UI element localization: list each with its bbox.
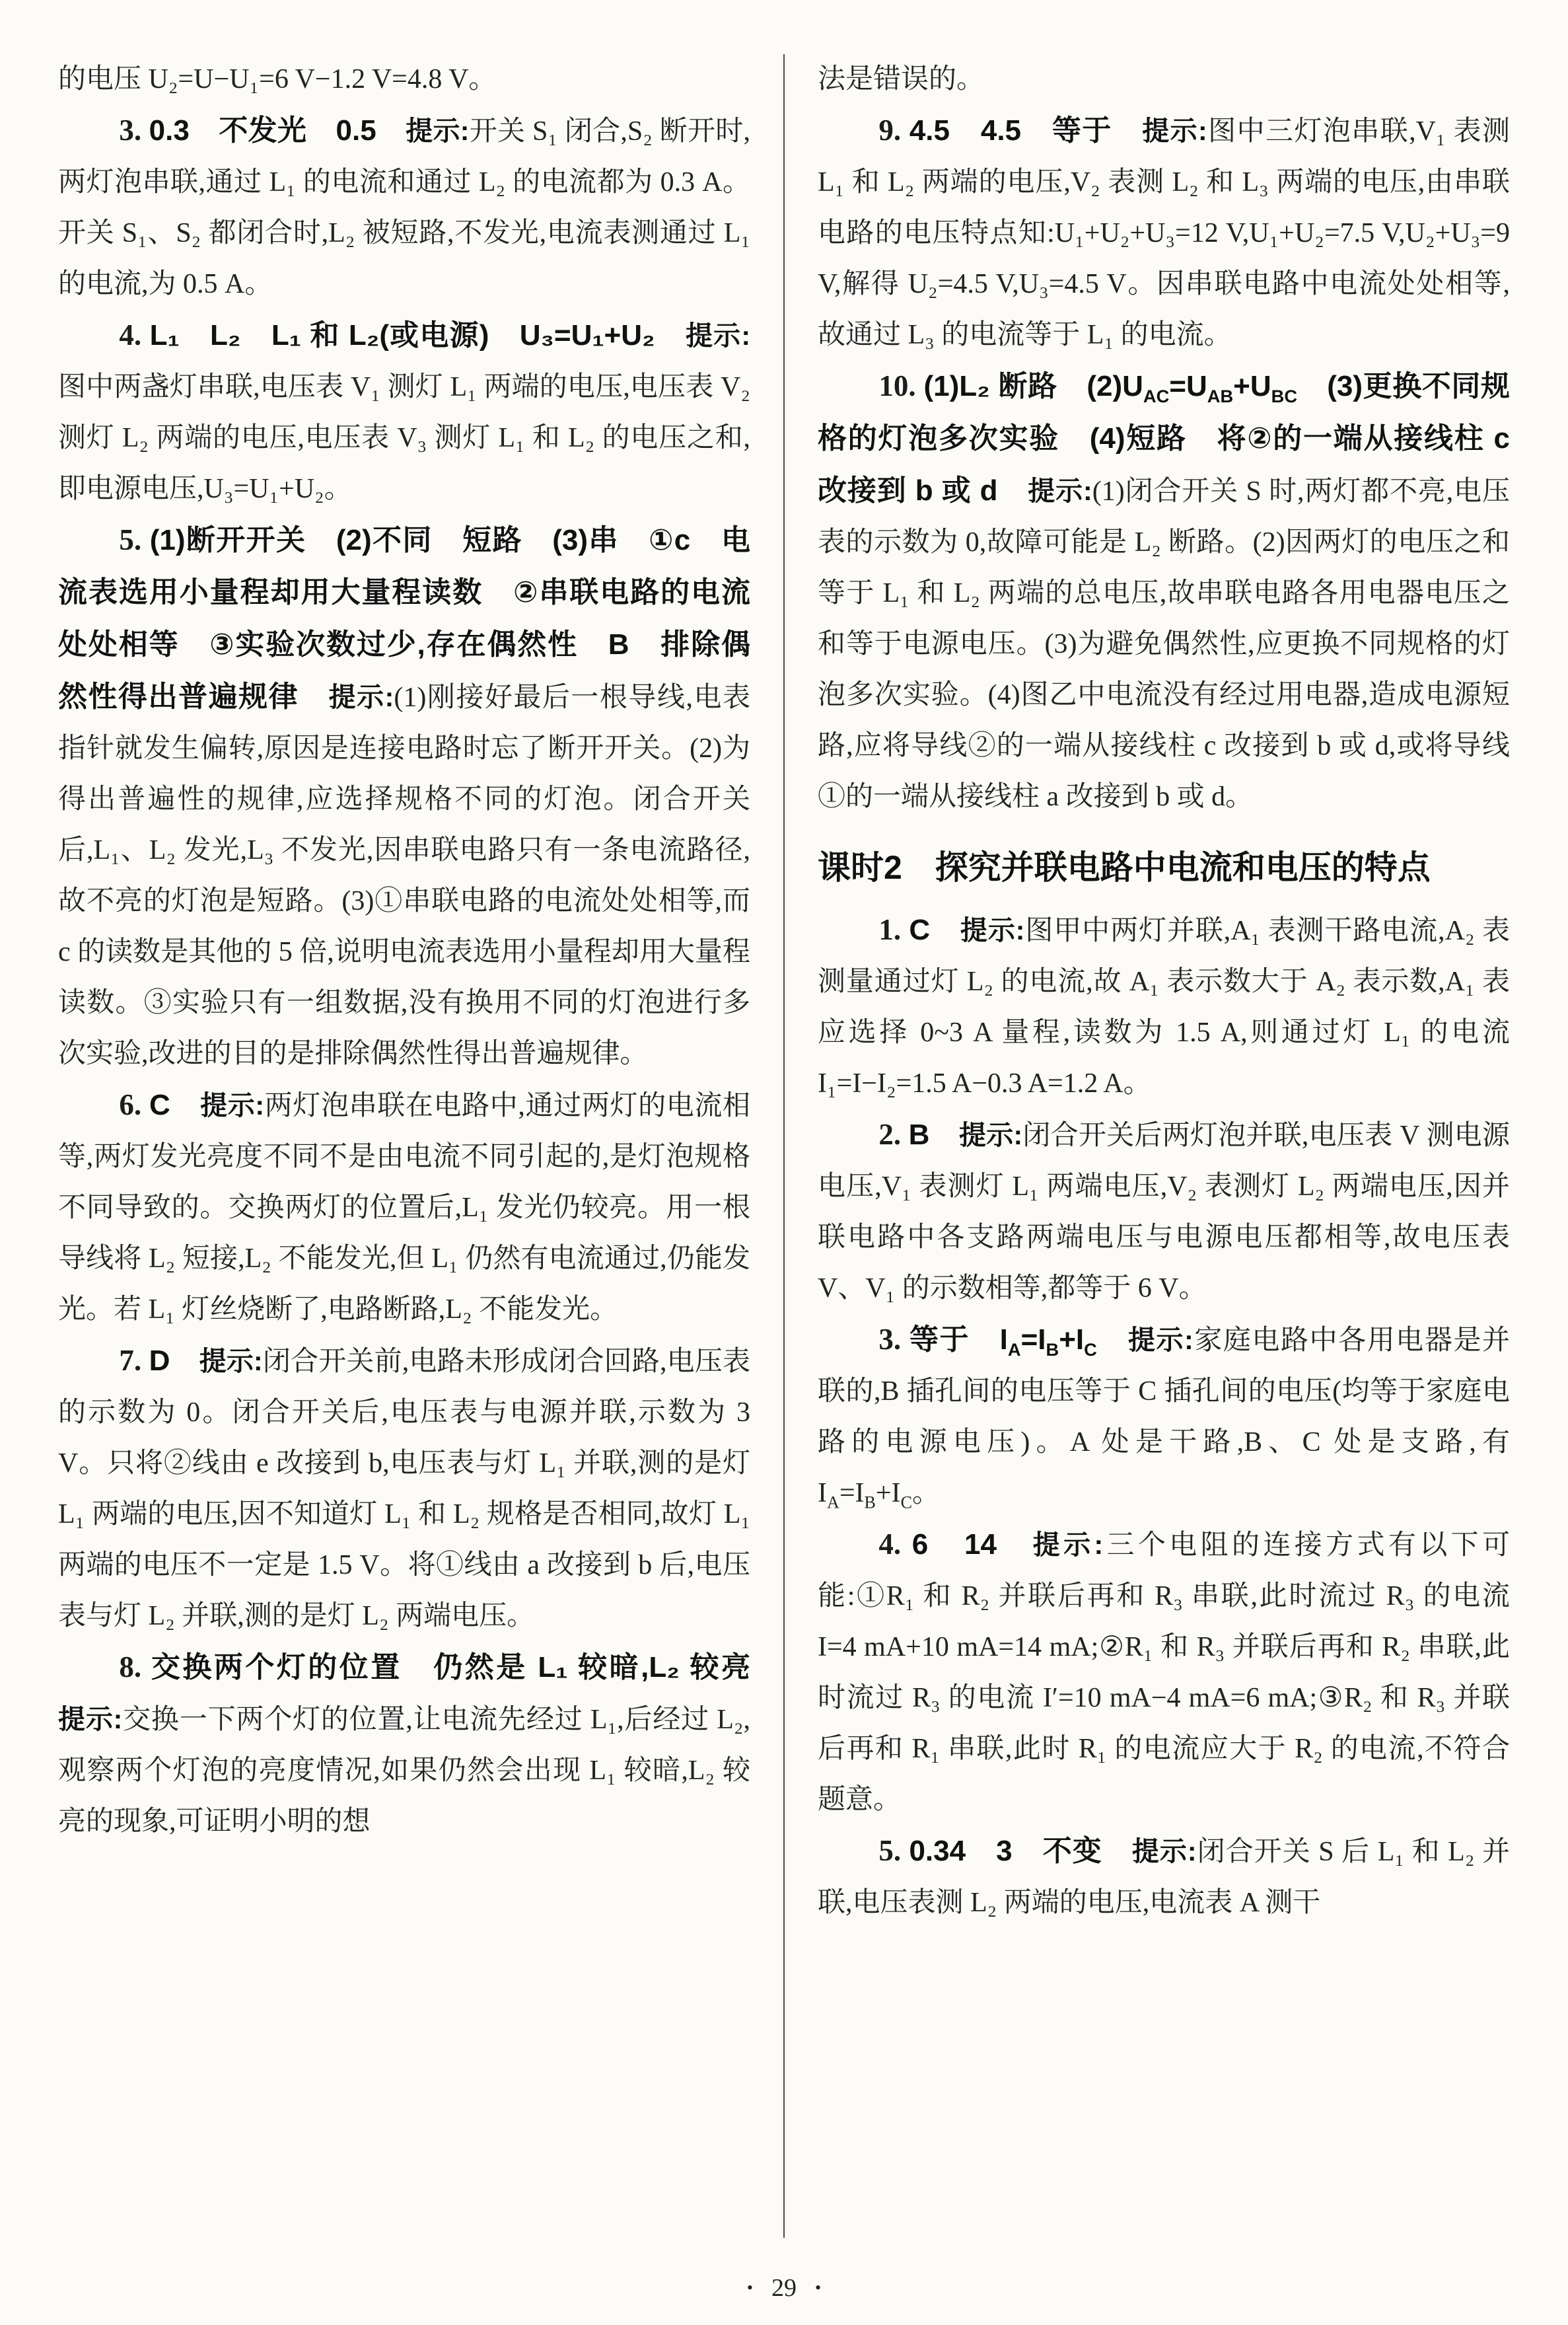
hint-text: 三个电阻的连接方式有以下可能:①R₁ 和 R₂ 并联后再和 R₃ 串联,此时流过 R₃ 的电流 I=4 mA+10 mA=14 mA;②R₁ 和 R₃ 并联后再和 R₂ 串联,此时流过 R₃ 的电流 I′=10 mA−4 mA=6 mA;③R₂ 和 R₃ 并联后再和 R₁ 串联,此时 R₁ 的电流应大于 R₂ 的电流,不符合题意。 [818,1530,1510,1815]
two-column-layout [58,54,1510,2238]
hint-text: 交换一下两个灯的位置,让电流先经过 L₁,后经过 L₂,观察两个灯泡的亮度情况,如果仍然会出现 L₁ 较暗,L₂ 较亮的现象,可证明小明的想 [58,1705,750,1837]
hint-text: 闭合开关后两灯泡并联,电压表 V 测电源电压,V₁ 表测灯 L₁ 两端电压,V₂ 表测灯 L₂ 两端电压,因并联电路中各支路两端电压与电源电压都相等,故电压表 V、V₁ 的示数相等,都等于 6 V。 [818,1121,1510,1304]
question-number: 3. [878,1323,909,1356]
answer-text: 0.3 不发光 0.5 [149,114,406,147]
answer-text: (1)断开开关 (2)不同 短路 (3)串 ①c 电流表选用小量程却用大量程读数 ②串联电路的电流处处相等 ③实验次数过少,存在偶然性 B 排除偶然性得出普遍规律 [58,524,751,713]
hint-label: 提示: [960,915,1025,945]
question-number: 5. [878,1834,909,1867]
hint-label: 提示: [1142,116,1207,146]
hint-text: 两灯泡串联在电路中,通过两灯的电流相等,两灯发光亮度不同不是由电流不同引起的,是灯泡规格不同导致的。交换两灯的位置后,L₁ 发光仍较亮。用一根导线将 L₂ 短接,L₂ 不能发光,但 L₁ 仍然有电流通过,仍能发光。若 L₁ 灯丝烧断了,电路断路,L₂ 不能发光。 [58,1091,751,1325]
continued-paragraph [818,54,1510,105]
answer-text: 0.34 3 不变 [909,1835,1132,1867]
answer-2 [818,1109,1510,1314]
answer-4 [58,310,750,515]
question-number: 4. [878,1528,912,1561]
continued-paragraph [58,54,750,105]
hint-text: 的电压 U₂=U−U₁=6 V−1.2 V=4.8 V。 [58,64,497,94]
page-footer [0,2273,1568,2303]
answer-7 [58,1335,750,1642]
question-number: 8. [119,1650,151,1683]
answer-text: D [149,1345,199,1377]
page-number: 29 [771,2274,797,2302]
answer-text: L₁ L₂ L₁ 和 L₂(或电源) U₃=U₁+U₂ [149,319,686,351]
hint-label: 提示: [200,1090,265,1121]
answer-1 [818,904,1510,1109]
hint-text: 图中三灯泡串联,V₁ 表测 L₁ 和 L₂ 两端的电压,V₂ 表测 L₂ 和 L₃ 两端的电压,由串联电路的电压特点知:U₁+U₂+U₃=12 V,U₁+U₂=7.5 V,U₂+U₃=9 V,解得 U₂=4.5 V,U₃=4.5 V。因串联电路中电流处处相等,故通过 L₃ 的电流等于 L₁ 的电流。 [818,116,1510,350]
answer-text: C [149,1089,201,1121]
question-number: 6. [119,1088,150,1121]
answer-5 [818,1826,1510,1929]
question-number: 3. [119,114,149,147]
left-column [58,54,783,2238]
hint-label: 提示: [199,1346,263,1376]
question-number: 9. [878,114,909,147]
answer-6 [58,1080,750,1335]
hint-label: 提示: [1127,1325,1194,1355]
section-heading: 课时2 探究并联电路中电流和电压的特点 [818,849,1431,886]
question-number: 10. [878,369,924,402]
answer-3 [818,1314,1510,1519]
question-number: 7. [119,1344,149,1377]
answer-5 [58,515,750,1080]
hint-text: 法是错误的。 [818,64,985,94]
question-number: 1. [878,913,909,946]
hint-label: 提示: [1028,476,1092,506]
right-column [785,54,1510,2238]
answer-10 [818,361,1510,823]
hint-label: 提示: [958,1120,1023,1150]
answer-3 [58,105,750,310]
question-number: 4. [119,318,150,351]
footer-dot-right: • [815,2278,822,2297]
hint-label: 提示: [1131,1836,1197,1866]
answer-text: (1)L₂ 断路 $(2)U_{AC}=U_{AB}+U_{BC}$ (3)更换不同规格的灯泡多次实验 (4)短路 将②的一端从接线柱 c 改接到 b 或 d [818,370,1510,507]
answer-text: 4.5 4.5 等于 [909,114,1143,147]
hint-text: (1)刚接好最后一根导线,电表指针就发生偏转,原因是连接电路时忘了断开开关。(2)为得出普遍性的规律,应选择规格不同的灯泡。闭合开关后,L₁、L₂ 发光,L₃ 不发光,因串联电路只有一条电流路径,故不亮的灯泡是短路。(3)①串联电路的电流处处相等,而 c 的读数是其他的 5 倍,说明电流表选用小量程却用大量程读数。③实验只有一组数据,没有换用不同的灯泡进行多次实验,改进的目的是排除偶然性得出普遍规律。 [58,683,750,1069]
hint-text: 闭合开关 S 后 L₁ 和 L₂ 并联,电压表测 L₂ 两端的电压,电流表 A 测干 [818,1837,1510,1918]
hint-text: 开关 S₁ 闭合,S₂ 断开时,两灯泡串联,通过 L₁ 的电流和通过 L₂ 的电流都为 0.3 A。开关 S₁、S₂ 都闭合时,L₂ 被短路,不发光,电流表测通过 L₁ 的电流,为 0.5 A。 [58,116,751,299]
question-number: 5. [119,523,150,556]
hint-text: 闭合开关前,电路未形成闭合回路,电压表的示数为 0。闭合开关后,电压表与电源并联,示数为 3 V。只将②线由 e 改接到 b,电压表与灯 L₁ 并联,测的是灯 L₁ 两端的电压,因不知道灯 L₁ 和 L₂ 规格是否相同,故灯 L₁ 两端的电压不一定是 1.5 V。将①线由 a 改接到 b 后,电压表与灯 L₂ 并联,测的是灯 L₂ 两端电压。 [58,1347,750,1631]
answer-4 [818,1519,1510,1826]
hint-label: 提示: [58,1704,123,1734]
answer-text: 交换两个灯的位置 仍然是 L₁ 较暗,L₂ 较亮 [151,1651,779,1683]
hint-label: 提示: [328,682,394,712]
answer-text: C [909,914,960,946]
hint-label: 提示: [1032,1530,1104,1560]
answer-text: 6 14 [911,1528,1033,1561]
answer-8 [58,1642,779,1847]
hint-label: 提示: [406,116,470,146]
hint-label: 提示: [685,320,750,351]
question-number: 2. [878,1118,909,1151]
hint-text: 图甲中两灯并联,A₁ 表测干路电流,A₂ 表测量通过灯 L₂ 的电流,故 A₁ 表示数大于 A₂ 表示数,A₁ 表应选择 0~3 A 量程,读数为 1.5 A,则通过灯 L₁ 的电流 I₁=I−I₂=1.5 A−0.3 A=1.2 A。 [818,916,1510,1099]
footer-dot-left: • [746,2278,753,2297]
hint-text: 家庭电路中各用电器是并联的,B 插孔间的电压等于 C 插孔间的电压(均等于家庭电路的电源电压)。A 处是干路,B、C 处是支路,有 $I_A=I_B+I_C$。 [818,1325,1510,1512]
answer-text: B [908,1119,959,1151]
answer-9 [818,105,1510,361]
hint-text: (1)闭合开关 S 时,两灯都不亮,电压表的示数为 0,故障可能是 L₂ 断路。(2)因两灯的电压之和等于 L₁ 和 L₂ 两端的总电压,故串联电路各用电器电压之和等于电源电压。(3)为避免偶然性,应更换不同规格的灯泡多次实验。(4)图乙中电流没有经过用电器,造成电源短路,应将导线②的一端从接线柱 c 改接到 b 或 d,或将导线①的一端从接线柱 a 改接到 b 或 d。 [818,476,1510,812]
hint-text: 图中两盏灯串联,电压表 V₁ 测灯 L₁ 两端的电压,电压表 V₂ 测灯 L₂ 两端的电压,电压表 V₃ 测灯 L₁ 和 L₂ 的电压之和,即电源电压,U₃=U₁+U₂。 [58,372,750,504]
answer-text: 等于 $I_A=I_B+I_C$ [909,1323,1097,1360]
